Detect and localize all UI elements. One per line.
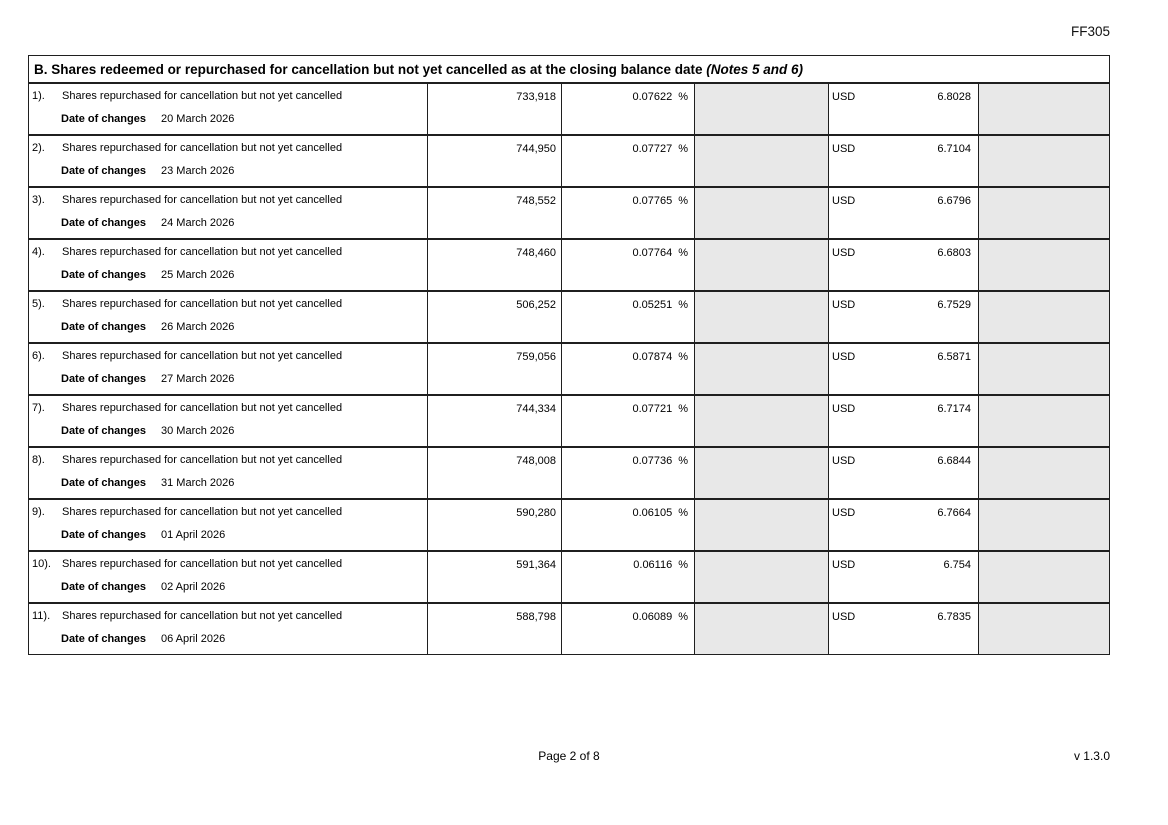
description-line bbox=[29, 402, 427, 414]
price-cell bbox=[829, 344, 979, 394]
price-value: 6.6796 bbox=[937, 195, 971, 207]
shaded-empty-cell bbox=[979, 344, 1109, 394]
date-of-changes-label: Date of changes bbox=[61, 269, 146, 281]
shares-count-value: 748,552 bbox=[516, 195, 556, 207]
price-value: 6.7664 bbox=[937, 507, 971, 519]
date-of-changes-value: 24 March 2026 bbox=[161, 217, 235, 229]
row-number: 10). bbox=[32, 558, 51, 570]
date-of-changes-value: 23 March 2026 bbox=[161, 165, 235, 177]
row-number: 8). bbox=[32, 454, 45, 466]
description-line bbox=[29, 246, 427, 258]
date-of-changes-label: Date of changes bbox=[61, 113, 146, 125]
percentage-value: 0.07764 bbox=[632, 247, 673, 259]
table-row bbox=[29, 604, 1109, 654]
currency-label: USD bbox=[832, 351, 856, 363]
price-value: 6.7835 bbox=[937, 611, 971, 623]
description-cell bbox=[29, 344, 428, 394]
currency-label: USD bbox=[832, 403, 856, 415]
shaded-empty-cell bbox=[979, 396, 1109, 446]
currency-label: USD bbox=[832, 611, 856, 623]
shaded-empty-cell bbox=[695, 604, 829, 654]
date-line bbox=[29, 269, 427, 281]
description-cell bbox=[29, 552, 428, 602]
shaded-empty-cell bbox=[695, 344, 829, 394]
date-of-changes-label: Date of changes bbox=[61, 321, 146, 333]
shares-count-value: 748,460 bbox=[516, 247, 556, 259]
currency-label: USD bbox=[832, 507, 856, 519]
date-of-changes-value: 20 March 2026 bbox=[161, 113, 235, 125]
shaded-empty-cell bbox=[979, 604, 1109, 654]
date-of-changes-value: 30 March 2026 bbox=[161, 425, 235, 437]
description-line bbox=[29, 558, 427, 570]
price-cell bbox=[829, 292, 979, 342]
shaded-empty-cell bbox=[979, 448, 1109, 498]
currency-label: USD bbox=[832, 91, 856, 103]
date-line bbox=[29, 373, 427, 385]
percentage-value: 0.06116 bbox=[633, 559, 673, 571]
date-of-changes-value: 01 April 2026 bbox=[161, 529, 226, 541]
date-of-changes-label: Date of changes bbox=[61, 581, 146, 593]
description-cell bbox=[29, 84, 428, 134]
shares-count-value: 590,280 bbox=[516, 507, 556, 519]
date-of-changes-label: Date of changes bbox=[61, 373, 146, 385]
percentage-cell bbox=[562, 448, 695, 498]
page-number-label: Page 2 of 8 bbox=[538, 749, 600, 763]
description-cell bbox=[29, 396, 428, 446]
date-of-changes-value: 27 March 2026 bbox=[161, 373, 235, 385]
shaded-empty-cell bbox=[979, 240, 1109, 290]
page-footer bbox=[28, 749, 1110, 763]
shares-redeemed-table bbox=[28, 55, 1110, 655]
date-of-changes-value: 06 April 2026 bbox=[161, 633, 226, 645]
description-cell bbox=[29, 500, 428, 550]
shaded-empty-cell bbox=[695, 84, 829, 134]
currency-label: USD bbox=[832, 195, 856, 207]
table-row bbox=[29, 448, 1109, 500]
row-number: 3). bbox=[32, 194, 45, 206]
description-line bbox=[29, 298, 427, 310]
percent-sign: % bbox=[678, 611, 688, 623]
date-of-changes-label: Date of changes bbox=[61, 633, 146, 645]
shares-count-value: 744,334 bbox=[516, 403, 556, 415]
row-description: Shares repurchased for cancellation but not yet cancelled bbox=[62, 610, 343, 622]
percentage-cell bbox=[562, 552, 695, 602]
percentage-cell bbox=[562, 396, 695, 446]
row-number: 5). bbox=[32, 298, 45, 310]
shares-count-cell bbox=[428, 396, 562, 446]
date-line bbox=[29, 477, 427, 489]
shares-count-value: 748,008 bbox=[516, 455, 556, 467]
percent-sign: % bbox=[678, 91, 688, 103]
description-line bbox=[29, 454, 427, 466]
shaded-empty-cell bbox=[979, 552, 1109, 602]
shaded-empty-cell bbox=[695, 240, 829, 290]
shaded-empty-cell bbox=[979, 500, 1109, 550]
description-line bbox=[29, 194, 427, 206]
shares-count-cell bbox=[428, 136, 562, 186]
description-cell bbox=[29, 240, 428, 290]
row-number: 7). bbox=[32, 402, 45, 414]
percentage-value: 0.06105 bbox=[632, 507, 673, 519]
description-cell bbox=[29, 448, 428, 498]
percentage-value: 0.07721 bbox=[632, 403, 673, 415]
description-cell bbox=[29, 292, 428, 342]
row-description: Shares repurchased for cancellation but not yet cancelled bbox=[62, 558, 343, 570]
description-cell bbox=[29, 188, 428, 238]
row-description: Shares repurchased for cancellation but not yet cancelled bbox=[62, 298, 343, 310]
description-cell bbox=[29, 136, 428, 186]
description-line bbox=[29, 610, 427, 622]
price-value: 6.7174 bbox=[937, 403, 971, 415]
row-description: Shares repurchased for cancellation but not yet cancelled bbox=[62, 454, 343, 466]
table-row bbox=[29, 136, 1109, 188]
section-title-note: (Notes 5 and 6) bbox=[706, 62, 803, 77]
percentage-value: 0.07622 bbox=[632, 91, 673, 103]
percentage-value: 0.07874 bbox=[632, 351, 673, 363]
table-row bbox=[29, 188, 1109, 240]
row-number: 9). bbox=[32, 506, 45, 518]
percentage-value: 0.07727 bbox=[632, 143, 673, 155]
shaded-empty-cell bbox=[695, 552, 829, 602]
date-of-changes-label: Date of changes bbox=[61, 165, 146, 177]
date-line bbox=[29, 633, 427, 645]
table-row bbox=[29, 500, 1109, 552]
price-value: 6.754 bbox=[943, 559, 971, 571]
shares-count-value: 759,056 bbox=[516, 351, 556, 363]
shaded-empty-cell bbox=[979, 136, 1109, 186]
price-value: 6.7104 bbox=[937, 143, 971, 155]
row-number: 6). bbox=[32, 350, 45, 362]
percentage-cell bbox=[562, 84, 695, 134]
description-line bbox=[29, 90, 427, 102]
price-cell bbox=[829, 396, 979, 446]
row-description: Shares repurchased for cancellation but not yet cancelled bbox=[62, 506, 343, 518]
percent-sign: % bbox=[678, 507, 688, 519]
percentage-value: 0.07736 bbox=[632, 455, 673, 467]
percent-sign: % bbox=[678, 351, 688, 363]
currency-label: USD bbox=[832, 143, 856, 155]
currency-label: USD bbox=[832, 559, 856, 571]
row-number: 2). bbox=[32, 142, 45, 154]
shares-count-cell bbox=[428, 604, 562, 654]
date-line bbox=[29, 425, 427, 437]
shaded-empty-cell bbox=[695, 448, 829, 498]
shares-count-cell bbox=[428, 552, 562, 602]
date-of-changes-value: 31 March 2026 bbox=[161, 477, 235, 489]
date-of-changes-value: 02 April 2026 bbox=[161, 581, 226, 593]
shares-count-value: 744,950 bbox=[516, 143, 556, 155]
date-line bbox=[29, 321, 427, 333]
percentage-value: 0.05251 bbox=[632, 299, 673, 311]
date-line bbox=[29, 217, 427, 229]
percent-sign: % bbox=[678, 403, 688, 415]
row-description: Shares repurchased for cancellation but not yet cancelled bbox=[62, 90, 343, 102]
shares-count-cell bbox=[428, 500, 562, 550]
percentage-cell bbox=[562, 240, 695, 290]
price-value: 6.5871 bbox=[937, 351, 971, 363]
table-row bbox=[29, 552, 1109, 604]
row-description: Shares repurchased for cancellation but not yet cancelled bbox=[62, 194, 343, 206]
table-rows bbox=[29, 84, 1109, 654]
shares-count-cell bbox=[428, 292, 562, 342]
price-cell bbox=[829, 604, 979, 654]
shares-count-cell bbox=[428, 188, 562, 238]
date-line bbox=[29, 113, 427, 125]
price-value: 6.7529 bbox=[937, 299, 971, 311]
price-cell bbox=[829, 84, 979, 134]
shares-count-cell bbox=[428, 240, 562, 290]
shaded-empty-cell bbox=[695, 500, 829, 550]
shaded-empty-cell bbox=[979, 188, 1109, 238]
shares-count-value: 733,918 bbox=[516, 91, 556, 103]
price-cell bbox=[829, 188, 979, 238]
shares-count-cell bbox=[428, 448, 562, 498]
table-row bbox=[29, 396, 1109, 448]
currency-label: USD bbox=[832, 455, 856, 467]
date-of-changes-label: Date of changes bbox=[61, 425, 146, 437]
row-description: Shares repurchased for cancellation but not yet cancelled bbox=[62, 350, 343, 362]
shaded-empty-cell bbox=[695, 136, 829, 186]
percentage-cell bbox=[562, 500, 695, 550]
price-value: 6.8028 bbox=[937, 91, 971, 103]
shaded-empty-cell bbox=[695, 292, 829, 342]
percentage-cell bbox=[562, 344, 695, 394]
table-row bbox=[29, 240, 1109, 292]
date-of-changes-value: 25 March 2026 bbox=[161, 269, 235, 281]
row-description: Shares repurchased for cancellation but not yet cancelled bbox=[62, 402, 343, 414]
percent-sign: % bbox=[678, 455, 688, 467]
percent-sign: % bbox=[678, 247, 688, 259]
section-title: B. Shares redeemed or repurchased for cancellation but not yet cancelled as at the closing balance date bbox=[34, 62, 707, 77]
percent-sign: % bbox=[678, 195, 688, 207]
date-of-changes-label: Date of changes bbox=[61, 477, 146, 489]
percentage-value: 0.06089 bbox=[632, 611, 673, 623]
form-code-label: FF305 bbox=[1070, 24, 1110, 39]
shares-count-value: 588,798 bbox=[516, 611, 556, 623]
price-value: 6.6803 bbox=[937, 247, 971, 259]
row-number: 1). bbox=[32, 90, 45, 102]
date-line bbox=[29, 165, 427, 177]
section-header bbox=[29, 56, 1109, 84]
shaded-empty-cell bbox=[695, 188, 829, 238]
percentage-value: 0.07765 bbox=[632, 195, 673, 207]
percentage-cell bbox=[562, 188, 695, 238]
shares-count-cell bbox=[428, 84, 562, 134]
description-line bbox=[29, 506, 427, 518]
row-number: 11). bbox=[32, 610, 51, 622]
date-of-changes-label: Date of changes bbox=[61, 529, 146, 541]
date-line bbox=[29, 529, 427, 541]
currency-label: USD bbox=[832, 247, 856, 259]
shares-count-cell bbox=[428, 344, 562, 394]
row-description: Shares repurchased for cancellation but not yet cancelled bbox=[62, 142, 343, 154]
shares-count-value: 591,364 bbox=[516, 559, 556, 571]
row-number: 4). bbox=[32, 246, 45, 258]
percent-sign: % bbox=[678, 559, 688, 571]
percentage-cell bbox=[562, 292, 695, 342]
table-row bbox=[29, 292, 1109, 344]
table-row bbox=[29, 84, 1109, 136]
description-cell bbox=[29, 604, 428, 654]
description-line bbox=[29, 142, 427, 154]
shaded-empty-cell bbox=[979, 292, 1109, 342]
date-of-changes-label: Date of changes bbox=[61, 217, 146, 229]
price-cell bbox=[829, 240, 979, 290]
date-of-changes-value: 26 March 2026 bbox=[161, 321, 235, 333]
shaded-empty-cell bbox=[979, 84, 1109, 134]
description-line bbox=[29, 350, 427, 362]
price-cell bbox=[829, 552, 979, 602]
shaded-empty-cell bbox=[695, 396, 829, 446]
version-label: v 1.3.0 bbox=[1073, 749, 1110, 763]
price-cell bbox=[829, 448, 979, 498]
shares-count-value: 506,252 bbox=[516, 299, 556, 311]
table-row bbox=[29, 344, 1109, 396]
percent-sign: % bbox=[678, 299, 688, 311]
percent-sign: % bbox=[678, 143, 688, 155]
row-description: Shares repurchased for cancellation but not yet cancelled bbox=[62, 246, 343, 258]
percentage-cell bbox=[562, 136, 695, 186]
currency-label: USD bbox=[832, 299, 856, 311]
price-cell bbox=[829, 136, 979, 186]
percentage-cell bbox=[562, 604, 695, 654]
price-value: 6.6844 bbox=[937, 455, 971, 467]
date-line bbox=[29, 581, 427, 593]
price-cell bbox=[829, 500, 979, 550]
